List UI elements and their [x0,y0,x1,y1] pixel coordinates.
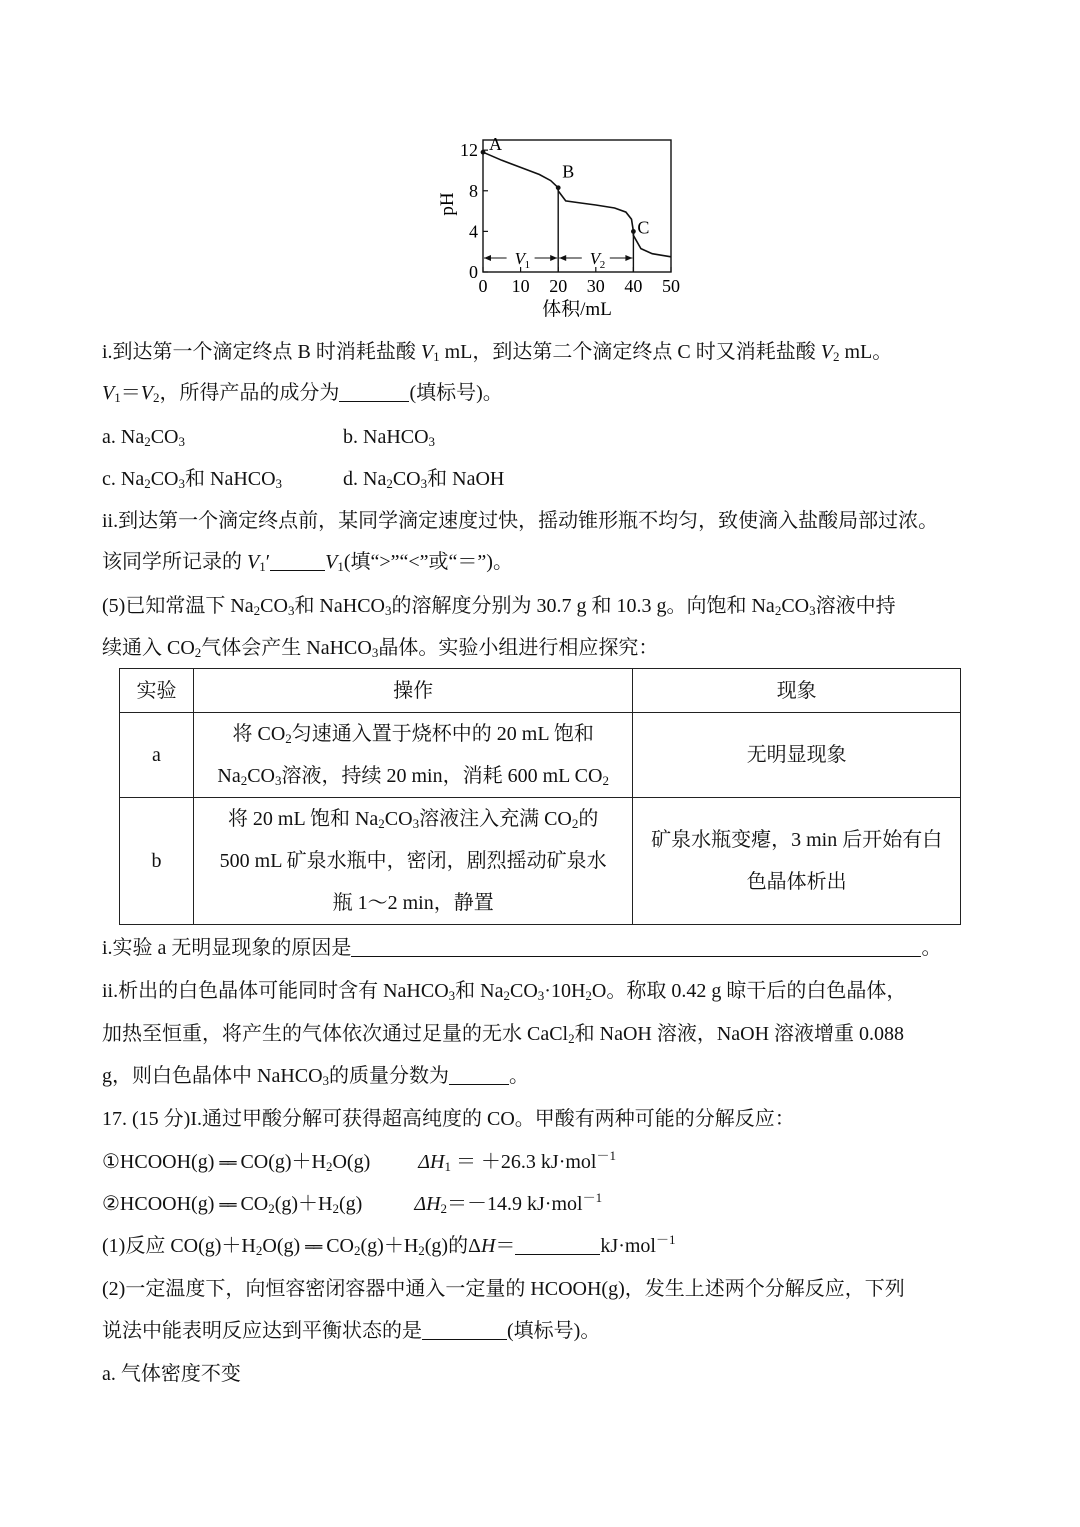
experiment-id: a [120,713,194,798]
point-label-b: B [562,161,575,182]
question-17-2-line2: 说法中能表明反应达到平衡状态的是 (填标号)。 [102,1320,601,1342]
table-row [120,798,961,925]
table-header-row [120,669,961,713]
phenomenon-cell: 无明显现象 [633,713,961,798]
interval-arrow-head [559,255,566,261]
interval-label-v2: V [589,249,601,268]
reaction-2: ②HCOOH(g) ══ $CO_2(g)+H_2(g)$ $\Delta H_2=-14.9$ kJ·mol$^{-1}$ [102,1190,603,1216]
x-tick-label: 40 [624,276,643,296]
point-a [481,150,486,155]
answer-blank[interactable] [515,1234,600,1255]
x-tick-label: 0 [478,276,488,296]
answer-blank[interactable] [449,1064,509,1085]
option-b: b. NaHCO$_3$ [343,426,436,449]
question-17-1: (1)反应 $CO(g)+H_2O(g)$ ══ $CO_2(g)+H_2(g)$的ΔH＝ kJ·mol$^{-1}$ [102,1232,676,1258]
y-tick-label: 4 [469,221,478,242]
operation-cell: 将 20 mL 饱和 $Na_2CO_3$溶液注入充满 $CO_2$的 500 mL 矿泉水瓶中，密闭，剧烈摇动矿泉水 瓶 1～2 min，静置 [193,798,632,925]
question-5-ii-line1: ii.析出的白色晶体可能同时含有 NaHCO$_3$和 $Na_2CO_3\cdot 10H_2O$。称取 0.42 g 晾干后的白色晶体， [102,980,907,1003]
y-tick-label: 0 [469,262,478,282]
question-i-line1: i.到达第一个滴定终点 B 时消耗盐酸 $V_1$ mL，到达第二个滴定终点 C 时又消耗盐酸 $V_2$ mL。 [102,341,893,364]
operation-cell: 将 $CO_2$匀速通入置于烧杯中的 20 mL 饱和 $Na_2CO_3$溶液，持续 20 min，消耗 600 mL $CO_2$ [193,713,632,798]
y-tick-label: 8 [469,180,478,201]
question-17-intro: 17. (15 分)I.通过甲酸分解可获得超高纯度的 CO。甲酸有两种可能的分解反应： [102,1108,795,1130]
option-a: a. $Na_2CO_3$ [102,426,185,449]
answer-blank[interactable] [270,550,325,571]
header-experiment: 实验 [120,669,194,713]
plot-frame [483,140,671,272]
x-tick-label: 30 [586,276,605,296]
x-axis-label: 体积/mL [542,299,612,320]
x-tick-label: 20 [549,276,568,296]
interval-arrow-head [550,255,557,261]
x-tick-label: 50 [662,276,680,296]
answer-blank[interactable] [339,381,409,402]
titration-chart [430,130,690,325]
question-5-ii-line2: 加热至恒重，将产生的气体依次通过足量的无水 CaCl$_2$和 NaOH 溶液，NaOH 溶液增重 0.088 [102,1023,905,1046]
point-label-c: C [637,217,650,238]
interval-label-sub: 2 [599,259,606,271]
y-tick-label: 12 [460,140,478,161]
question-ii-line2: 该同学所记录的 $V_1'$ $V_1$(填“>”“<”或“＝”)。 [102,551,513,574]
question-ii-line1: ii.到达第一个滴定终点前，某同学滴定速度过快，摇动锥形瓶不均匀，致使滴入盐酸局部过浓。 [102,510,939,532]
option-d: d. $Na_2CO_3$和 NaOH [343,468,505,491]
experiment-table [119,668,961,925]
question-5-line1: (5)已知常温下 $Na_2CO_3$和 NaHCO$_3$的溶解度分别为 30.7 g 和 10.3 g。向饱和 $Na_2CO_3$溶液中持 [102,595,896,618]
experiment-id: b [120,798,194,925]
answer-blank[interactable] [351,936,921,957]
question-17-2-option-a: a. 气体密度不变 [102,1363,241,1385]
point-label-a: A [489,134,502,155]
interval-label-v1: V [514,249,525,268]
question-i-line2: $V_1=V_2$，所得产品的成分为 (填标号)。 [102,382,503,405]
answer-blank[interactable] [422,1319,507,1340]
x-tick-label: 10 [511,276,530,296]
point-c [631,229,636,234]
interval-arrow-head [625,255,632,261]
interval-arrow-head [484,255,491,261]
table-row [120,713,961,798]
question-5-ii-line3: g，则白色晶体中 NaHCO$_3$的质量分数为 。 [102,1065,530,1088]
question-17-2-line1: (2)一定温度下，向恒容密闭容器中通入一定量的 HCOOH(g)，发生上述两个分解反应，下列 [102,1278,905,1300]
question-5-line2: 续通入 $CO_2$气体会产生 NaHCO$_3$晶体。实验小组进行相应探究： [102,637,659,660]
header-phenomenon: 现象 [633,669,961,713]
question-5-i: i.实验 a 无明显现象的原因是 。 [102,937,942,959]
ph-curve [483,152,671,257]
point-b [556,185,561,190]
option-c: c. $Na_2CO_3$和 NaHCO$_3$ [102,468,283,491]
phenomenon-cell: 矿泉水瓶变瘪，3 min 后开始有白 色晶体析出 [633,798,961,925]
interval-label-sub: 1 [524,259,531,271]
header-operation: 操作 [193,669,632,713]
y-axis-label: pH [437,192,458,216]
reaction-1: ①HCOOH(g) ══ $CO(g)+H_2O(g) \Delta H_1 = +26.3$ kJ·mol$^{-1}$ [102,1148,617,1174]
